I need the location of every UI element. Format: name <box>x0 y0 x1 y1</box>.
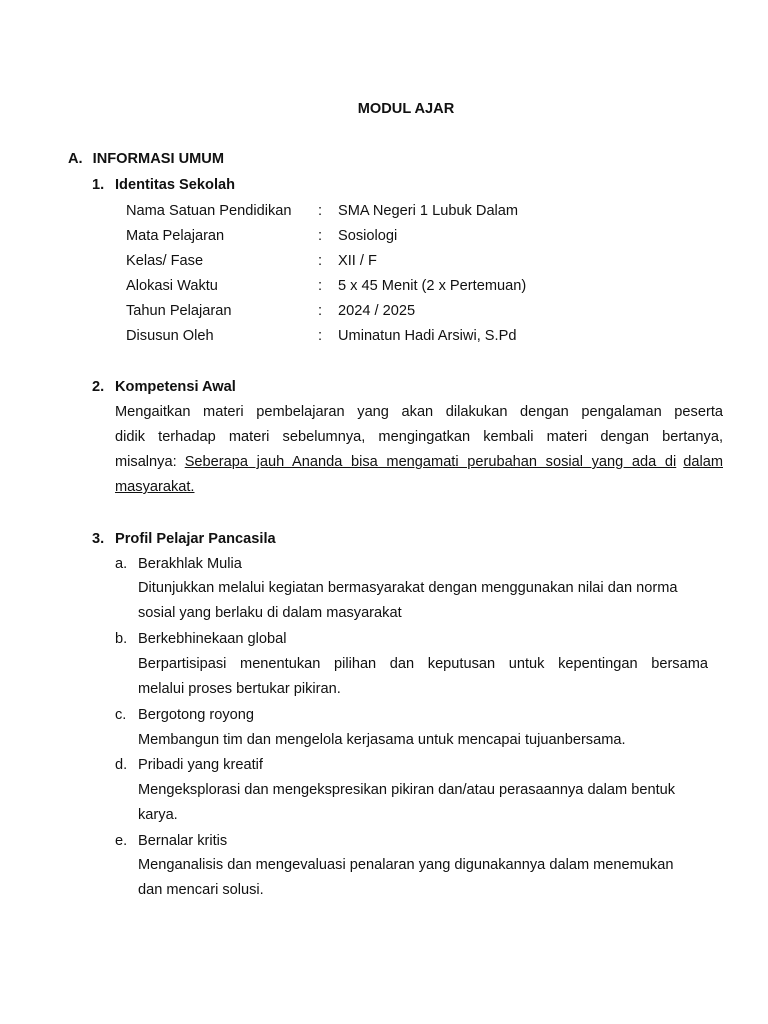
section-a-letter: A. <box>68 151 83 167</box>
identitas-heading: Identitas Sekolah <box>115 177 236 193</box>
identitas-row-label: Alokasi Waktu <box>126 278 218 294</box>
identitas-row-value: XII / F <box>338 253 377 269</box>
profil-item-line: sosial yang berlaku di dalam masyarakat <box>138 605 402 621</box>
profil-item-description <box>138 652 708 702</box>
kompetensi-line-3 <box>115 450 723 475</box>
kompetensi-line-4 <box>115 475 723 500</box>
profil-heading: Profil Pelajar Pancasila <box>115 531 276 547</box>
identitas-row-colon: : <box>318 203 323 219</box>
identitas-number: 1. <box>92 177 105 193</box>
identitas-row-value: SMA Negeri 1 Lubuk Dalam <box>338 203 519 219</box>
kompetensi-line: Mengaitkan materi pembelajaran yang akan dilakukan dengan pengalaman peserta <box>115 404 723 420</box>
kompetensi-prefix: misalnya: <box>115 454 181 470</box>
identitas-row-colon: : <box>318 303 323 319</box>
identitas-row-colon: : <box>318 253 323 269</box>
profil-item-line: melalui proses bertukar pikiran. <box>138 681 341 697</box>
identitas-row-label: Mata Pelajaran <box>126 228 225 244</box>
profil-item-letter: c. <box>115 707 127 723</box>
identitas-row-value: Sosiologi <box>338 228 398 244</box>
profil-item-letter: a. <box>115 556 128 572</box>
identitas-row-value: 5 x 45 Menit (2 x Pertemuan) <box>338 278 527 294</box>
profil-item-title: Pribadi yang kreatif <box>138 757 263 773</box>
profil-item-line: Membangun tim dan mengelola kerjasama untuk mencapai tujuanbersama. <box>138 732 626 748</box>
identitas-row-colon: : <box>318 228 323 244</box>
kompetensi-heading: Kompetensi Awal <box>115 379 236 395</box>
profil-item-description <box>138 728 708 753</box>
profil-item-title: Berkebhinekaan global <box>138 631 287 647</box>
profil-item-line: Mengeksplorasi dan mengekspresikan pikiran dan/atau perasaannya dalam bentuk <box>138 782 676 798</box>
identitas-row-label: Tahun Pelajaran <box>126 303 232 319</box>
profil-item-line: dan mencari solusi. <box>138 882 264 898</box>
identitas-row-value: 2024 / 2025 <box>338 303 416 319</box>
profil-item-line: Ditunjukkan melalui kegiatan bermasyarakat dengan menggunakan nilai dan norma <box>138 580 678 596</box>
page-title: MODUL AJAR <box>357 101 455 117</box>
profil-item-line: karya. <box>138 807 178 823</box>
kompetensi-number: 2. <box>92 379 105 395</box>
profil-item-description <box>138 576 708 626</box>
identitas-row-label: Disusun Oleh <box>126 328 214 344</box>
section-a-heading <box>68 150 224 168</box>
kompetensi-paragraph <box>115 400 723 500</box>
profil-item-line: Menganalisis dan mengevaluasi penalaran yang digunakannya dalam menemukan <box>138 857 674 873</box>
kompetensi-question-tail: masyarakat. <box>115 479 195 495</box>
profil-item-description <box>138 778 708 828</box>
profil-item-title: Bernalar kritis <box>138 833 228 849</box>
profil-item-line: Berpartisipasi menentukan pilihan dan keputusan untuk kepentingan bersama <box>138 656 708 672</box>
profil-item-title: Berakhlak Mulia <box>138 556 242 572</box>
profil-item-title: Bergotong royong <box>138 707 255 723</box>
identitas-row-colon: : <box>318 328 323 344</box>
identitas-row-label: Nama Satuan Pendidikan <box>126 203 292 219</box>
identitas-row-label: Kelas/ Fase <box>126 253 204 269</box>
identitas-row-value: Uminatun Hadi Arsiwi, S.Pd <box>338 328 517 344</box>
kompetensi-line: didik terhadap materi sebelumnya, mengingatkan kembali materi dengan bertanya, <box>115 429 723 445</box>
profil-item-description <box>138 853 708 903</box>
profil-item-letter: b. <box>115 631 128 647</box>
profil-item-letter: e. <box>115 833 128 849</box>
profil-number: 3. <box>92 531 105 547</box>
section-a-label: INFORMASI UMUM <box>92 151 224 167</box>
kompetensi-question-end: dalam <box>683 454 723 470</box>
identitas-row-colon: : <box>318 278 323 294</box>
profil-item-letter: d. <box>115 757 128 773</box>
kompetensi-question: Seberapa jauh Ananda bisa mengamati perubahan sosial yang ada di <box>184 454 677 470</box>
